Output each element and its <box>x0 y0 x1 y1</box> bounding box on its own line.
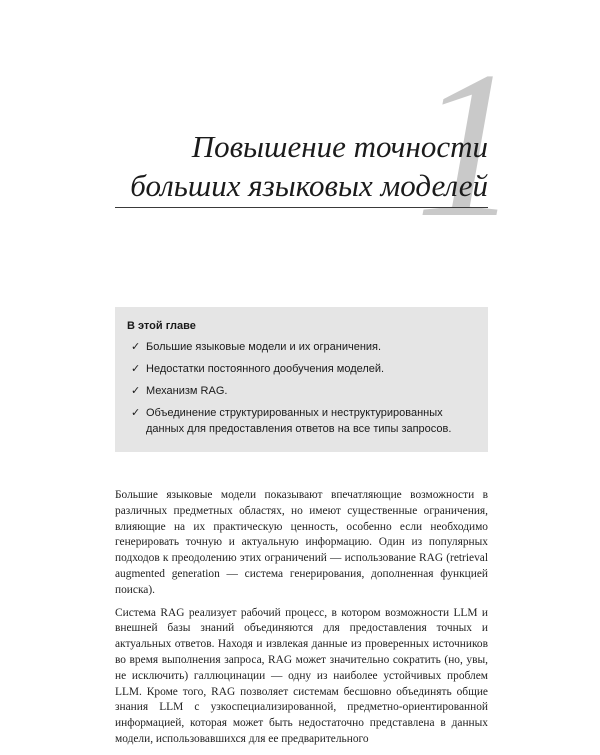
chapter-title-line-1: Повышение точности <box>191 129 488 164</box>
summary-item <box>131 361 476 377</box>
summary-item <box>131 383 476 399</box>
checkmark-icon: ✓ <box>131 363 141 375</box>
chapter-title-line-2: больших языковых моделей <box>130 168 488 203</box>
chapter-summary-box <box>115 307 488 452</box>
summary-list <box>131 339 476 443</box>
summary-item <box>131 405 476 437</box>
title-divider <box>115 207 488 208</box>
checkmark-icon: ✓ <box>131 407 141 419</box>
body-text <box>115 488 488 755</box>
summary-heading: В этой главе <box>127 320 196 332</box>
summary-item <box>131 339 476 355</box>
paragraph: Большие языковые модели показывают впечатляющие возможности в различных предметных областях, но имеют существенные ограничения, влияющие на их практическую ценность, особенно если необходимо генерировать точную и актуальную информацию. Один из популярных подходов к преодолению этих ограничений — использование RAG (retrieval augmented generation — система генерирования, дополненная функцией поиска). <box>115 489 488 596</box>
paragraph: Система RAG реализует рабочий процесс, в котором возможности LLM и внешней базы знаний объединяются для предоставления точных и актуальных ответов. Находя и извлекая данные из проверенных источников во время выполнения запроса, RAG может значительно сократить (но, увы, не исключить) галлюцинации — одну из наиболее устойчивых проблем LLM. Кроме того, RAG позволяет системам бесшовно объединять общие знания LLM с узкоспециализированной, предметно-ориентированной информацией, которая может быть недостаточно представлена в данных модели, использовавшихся для ее предварительного <box>115 606 488 745</box>
chapter-number: 1 <box>415 29 520 261</box>
summary-item-text: Механизм RAG. <box>146 385 228 397</box>
checkmark-icon: ✓ <box>131 385 141 397</box>
chapter-title <box>130 127 488 205</box>
summary-item-text: Недостатки постоянного дообучения моделей. <box>146 363 385 375</box>
summary-item-text: Объединение структурированных и неструктурированных данных для предоставления ответов на все типы запросов. <box>146 407 452 435</box>
summary-item-text: Большие языковые модели и их ограничения. <box>146 341 382 353</box>
checkmark-icon: ✓ <box>131 341 141 353</box>
